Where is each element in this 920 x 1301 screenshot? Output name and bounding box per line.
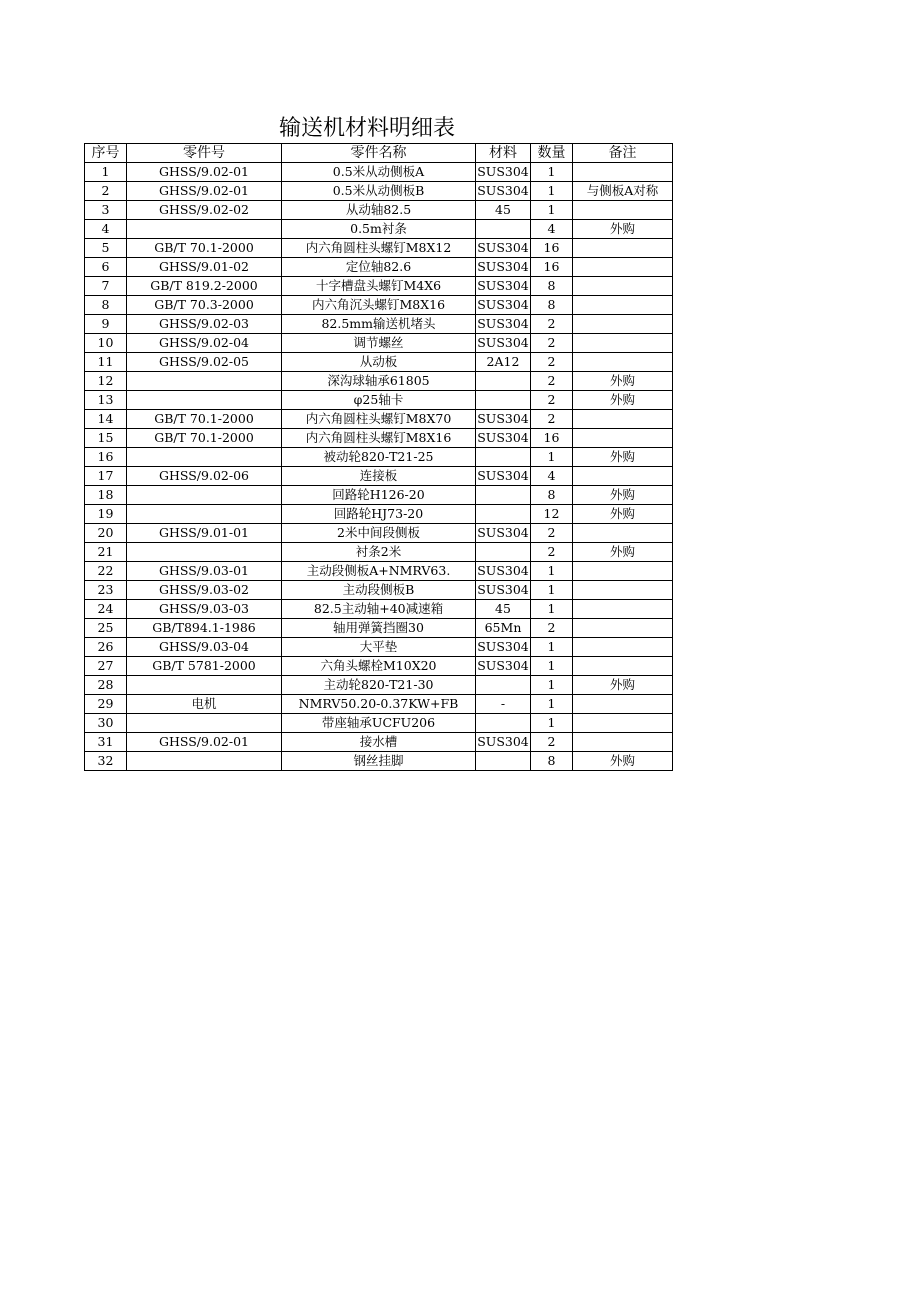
cell-part-name[interactable]: 轴用弹簧挡圈30 (282, 619, 476, 638)
cell-quantity[interactable]: 8 (531, 752, 573, 771)
sheet-title: 输送机材料明细表 (279, 116, 456, 141)
cell-quantity[interactable]: 2 (531, 410, 573, 429)
cell-part-no[interactable]: GHSS/9.03-01 (127, 562, 282, 581)
cell-seq[interactable]: 3 (85, 201, 127, 220)
cell-seq[interactable]: 26 (85, 638, 127, 657)
cell-part-no[interactable] (127, 543, 282, 562)
cell-remark[interactable]: 外购 (573, 752, 673, 771)
cell-material[interactable]: SUS304 (476, 429, 531, 448)
cell-remark[interactable] (573, 619, 673, 638)
cell-material[interactable]: 45 (476, 600, 531, 619)
table-row (85, 315, 673, 334)
cell-material[interactable]: 65Mn (476, 619, 531, 638)
cell-seq[interactable]: 22 (85, 562, 127, 581)
cell-part-name[interactable]: 大平垫 (282, 638, 476, 657)
table-row (85, 353, 673, 372)
table-row (85, 201, 673, 220)
table-row (85, 258, 673, 277)
table-row (85, 277, 673, 296)
cell-material[interactable]: SUS304 (476, 657, 531, 676)
table-row (85, 600, 673, 619)
table-row (85, 220, 673, 239)
cell-quantity[interactable]: 1 (531, 695, 573, 714)
cell-quantity[interactable]: 8 (531, 277, 573, 296)
cell-remark[interactable] (573, 296, 673, 315)
cell-quantity[interactable]: 16 (531, 239, 573, 258)
cell-quantity[interactable]: 12 (531, 505, 573, 524)
cell-seq[interactable]: 25 (85, 619, 127, 638)
cell-remark[interactable] (573, 258, 673, 277)
cell-remark[interactable] (573, 429, 673, 448)
cell-quantity[interactable]: 2 (531, 391, 573, 410)
cell-material[interactable]: SUS304 (476, 524, 531, 543)
cell-part-no[interactable]: GHSS/9.03-03 (127, 600, 282, 619)
table-row (85, 391, 673, 410)
cell-seq[interactable]: 15 (85, 429, 127, 448)
cell-seq[interactable]: 13 (85, 391, 127, 410)
cell-remark[interactable]: 外购 (573, 372, 673, 391)
cell-quantity[interactable]: 1 (531, 638, 573, 657)
header-cell-part-no[interactable]: 零件号 (127, 144, 282, 163)
cell-quantity[interactable]: 1 (531, 448, 573, 467)
cell-part-name[interactable]: 内六角圆柱头螺钉M8X12 (282, 239, 476, 258)
cell-material[interactable]: SUS304 (476, 410, 531, 429)
cell-part-no[interactable]: GHSS/9.01-01 (127, 524, 282, 543)
table-row (85, 182, 673, 201)
cell-quantity[interactable]: 1 (531, 182, 573, 201)
cell-part-name[interactable]: 主动段侧板A+NMRV63. (282, 562, 476, 581)
header-cell-seq[interactable]: 序号 (85, 144, 127, 163)
cell-seq[interactable]: 17 (85, 467, 127, 486)
table-row (85, 752, 673, 771)
cell-part-no[interactable]: GHSS/9.03-02 (127, 581, 282, 600)
cell-remark[interactable] (573, 581, 673, 600)
cell-seq[interactable]: 14 (85, 410, 127, 429)
cell-part-no[interactable] (127, 752, 282, 771)
cell-part-name[interactable]: 主动轮820-T21-30 (282, 676, 476, 695)
cell-remark[interactable] (573, 353, 673, 372)
cell-part-name[interactable]: 从动板 (282, 353, 476, 372)
cell-material[interactable]: SUS304 (476, 182, 531, 201)
cell-seq[interactable]: 24 (85, 600, 127, 619)
cell-remark[interactable] (573, 714, 673, 733)
cell-part-no[interactable] (127, 372, 282, 391)
table-row (85, 410, 673, 429)
cell-part-name[interactable]: 0.5m衬条 (282, 220, 476, 239)
cell-part-no[interactable]: GHSS/9.02-01 (127, 182, 282, 201)
cell-part-no[interactable]: 电机 (127, 695, 282, 714)
cell-part-no[interactable]: GB/T 70.3-2000 (127, 296, 282, 315)
cell-material[interactable]: SUS304 (476, 467, 531, 486)
cell-seq[interactable]: 12 (85, 372, 127, 391)
cell-part-name[interactable]: 连接板 (282, 467, 476, 486)
table-row (85, 581, 673, 600)
cell-part-name[interactable]: 从动轴82.5 (282, 201, 476, 220)
cell-material[interactable]: SUS304 (476, 296, 531, 315)
table-row (85, 239, 673, 258)
cell-part-no[interactable]: GB/T 70.1-2000 (127, 239, 282, 258)
cell-material[interactable] (476, 714, 531, 733)
cell-part-no[interactable]: GHSS/9.01-02 (127, 258, 282, 277)
cell-part-no[interactable] (127, 505, 282, 524)
cell-remark[interactable]: 外购 (573, 543, 673, 562)
cell-material[interactable]: SUS304 (476, 277, 531, 296)
cell-part-no[interactable]: GHSS/9.03-04 (127, 638, 282, 657)
cell-material[interactable]: SUS304 (476, 733, 531, 752)
cell-remark[interactable] (573, 733, 673, 752)
header-cell-part-name[interactable]: 零件名称 (282, 144, 476, 163)
cell-material[interactable]: SUS304 (476, 315, 531, 334)
cell-quantity[interactable]: 2 (531, 372, 573, 391)
cell-part-name[interactable]: 内六角沉头螺钉M8X16 (282, 296, 476, 315)
cell-part-name[interactable]: 调节螺丝 (282, 334, 476, 353)
cell-seq[interactable]: 5 (85, 239, 127, 258)
cell-remark[interactable] (573, 315, 673, 334)
cell-part-name[interactable]: 接水槽 (282, 733, 476, 752)
cell-material[interactable] (476, 676, 531, 695)
cell-quantity[interactable]: 8 (531, 486, 573, 505)
cell-material[interactable]: SUS304 (476, 334, 531, 353)
cell-seq[interactable]: 27 (85, 657, 127, 676)
cell-part-no[interactable] (127, 676, 282, 695)
cell-remark[interactable] (573, 657, 673, 676)
cell-part-name[interactable]: 六角头螺栓M10X20 (282, 657, 476, 676)
cell-part-name[interactable]: 0.5米从动侧板B (282, 182, 476, 201)
cell-seq[interactable]: 23 (85, 581, 127, 600)
cell-remark[interactable] (573, 334, 673, 353)
cell-part-name[interactable]: 定位轴82.6 (282, 258, 476, 277)
cell-quantity[interactable]: 1 (531, 657, 573, 676)
cell-quantity[interactable]: 2 (531, 334, 573, 353)
cell-quantity[interactable]: 2 (531, 733, 573, 752)
cell-remark[interactable] (573, 562, 673, 581)
table-row (85, 372, 673, 391)
cell-remark[interactable]: 外购 (573, 486, 673, 505)
cell-material[interactable]: SUS304 (476, 638, 531, 657)
cell-quantity[interactable]: 1 (531, 581, 573, 600)
header-cell-material[interactable]: 材料 (476, 144, 531, 163)
cell-part-no[interactable]: GHSS/9.02-03 (127, 315, 282, 334)
cell-part-name[interactable]: 回路轮H126-20 (282, 486, 476, 505)
cell-seq[interactable]: 21 (85, 543, 127, 562)
cell-remark[interactable] (573, 239, 673, 258)
table-row (85, 467, 673, 486)
table-row (85, 429, 673, 448)
cell-seq[interactable]: 11 (85, 353, 127, 372)
table-row (85, 676, 673, 695)
cell-part-no[interactable]: GHSS/9.02-01 (127, 733, 282, 752)
cell-remark[interactable]: 外购 (573, 220, 673, 239)
table-row (85, 695, 673, 714)
table-row (85, 448, 673, 467)
cell-part-name[interactable]: 0.5米从动侧板A (282, 163, 476, 182)
cell-quantity[interactable]: 1 (531, 676, 573, 695)
cell-part-name[interactable]: 衬条2米 (282, 543, 476, 562)
cell-remark[interactable] (573, 638, 673, 657)
cell-seq[interactable]: 8 (85, 296, 127, 315)
cell-material[interactable]: SUS304 (476, 258, 531, 277)
cell-part-no[interactable] (127, 448, 282, 467)
table-row (85, 714, 673, 733)
cell-material[interactable] (476, 220, 531, 239)
cell-quantity[interactable]: 2 (531, 353, 573, 372)
cell-part-name[interactable]: 82.5主动轴+40减速箱 (282, 600, 476, 619)
cell-seq[interactable]: 32 (85, 752, 127, 771)
cell-part-no[interactable]: GB/T 819.2-2000 (127, 277, 282, 296)
cell-seq[interactable]: 4 (85, 220, 127, 239)
cell-seq[interactable]: 1 (85, 163, 127, 182)
cell-part-name[interactable]: 十字槽盘头螺钉M4X6 (282, 277, 476, 296)
cell-remark[interactable]: 外购 (573, 391, 673, 410)
cell-quantity[interactable]: 16 (531, 429, 573, 448)
cell-remark[interactable]: 与侧板A对称 (573, 182, 673, 201)
cell-part-no[interactable]: GB/T 70.1-2000 (127, 410, 282, 429)
cell-seq[interactable]: 18 (85, 486, 127, 505)
header-cell-remark[interactable]: 备注 (573, 144, 673, 163)
cell-remark[interactable] (573, 695, 673, 714)
table-row (85, 562, 673, 581)
cell-part-name[interactable]: NMRV50.20-0.37KW+FB (282, 695, 476, 714)
cell-seq[interactable]: 9 (85, 315, 127, 334)
cell-material[interactable]: SUS304 (476, 163, 531, 182)
cell-seq[interactable]: 28 (85, 676, 127, 695)
header-cell-quantity[interactable]: 数量 (531, 144, 573, 163)
cell-material[interactable] (476, 752, 531, 771)
cell-seq[interactable]: 7 (85, 277, 127, 296)
cell-material[interactable] (476, 486, 531, 505)
cell-material[interactable] (476, 505, 531, 524)
cell-remark[interactable] (573, 410, 673, 429)
cell-part-name[interactable]: 钢丝挂脚 (282, 752, 476, 771)
cell-material[interactable] (476, 391, 531, 410)
cell-material[interactable]: SUS304 (476, 581, 531, 600)
table-row (85, 733, 673, 752)
cell-material[interactable] (476, 543, 531, 562)
table-row (85, 524, 673, 543)
cell-quantity[interactable]: 4 (531, 220, 573, 239)
cell-part-name[interactable]: 内六角圆柱头螺钉M8X70 (282, 410, 476, 429)
cell-remark[interactable] (573, 201, 673, 220)
cell-part-no[interactable] (127, 714, 282, 733)
cell-part-no[interactable] (127, 391, 282, 410)
cell-quantity[interactable]: 1 (531, 714, 573, 733)
cell-remark[interactable]: 外购 (573, 676, 673, 695)
cell-quantity[interactable]: 2 (531, 315, 573, 334)
cell-quantity[interactable]: 1 (531, 562, 573, 581)
cell-quantity[interactable]: 8 (531, 296, 573, 315)
cell-material[interactable] (476, 372, 531, 391)
cell-quantity[interactable]: 2 (531, 619, 573, 638)
cell-remark[interactable] (573, 277, 673, 296)
cell-part-no[interactable] (127, 220, 282, 239)
table-row (85, 163, 673, 182)
cell-seq[interactable]: 19 (85, 505, 127, 524)
cell-quantity[interactable]: 2 (531, 524, 573, 543)
cell-remark[interactable] (573, 600, 673, 619)
cell-seq[interactable]: 2 (85, 182, 127, 201)
cell-quantity[interactable]: 1 (531, 163, 573, 182)
cell-material[interactable] (476, 448, 531, 467)
cell-material[interactable]: 45 (476, 201, 531, 220)
table-row (85, 657, 673, 676)
cell-seq[interactable]: 6 (85, 258, 127, 277)
cell-quantity[interactable]: 1 (531, 201, 573, 220)
cell-part-name[interactable]: 带座轴承UCFU206 (282, 714, 476, 733)
cell-part-name[interactable]: 回路轮HJ73-20 (282, 505, 476, 524)
cell-quantity[interactable]: 2 (531, 543, 573, 562)
cell-part-no[interactable]: GHSS/9.02-05 (127, 353, 282, 372)
bill-of-materials-table (84, 143, 673, 771)
cell-seq[interactable]: 31 (85, 733, 127, 752)
cell-remark[interactable]: 外购 (573, 448, 673, 467)
cell-part-name[interactable]: 82.5mm输送机堵头 (282, 315, 476, 334)
cell-part-no[interactable]: GHSS/9.02-06 (127, 467, 282, 486)
table-row (85, 296, 673, 315)
table-row (85, 486, 673, 505)
cell-part-no[interactable] (127, 486, 282, 505)
cell-remark[interactable] (573, 467, 673, 486)
cell-material[interactable]: 2A12 (476, 353, 531, 372)
cell-remark[interactable]: 外购 (573, 505, 673, 524)
cell-part-no[interactable]: GHSS/9.02-02 (127, 201, 282, 220)
cell-quantity[interactable]: 1 (531, 600, 573, 619)
table-row (85, 619, 673, 638)
cell-part-no[interactable]: GB/T894.1-1986 (127, 619, 282, 638)
table-row (85, 334, 673, 353)
cell-part-no[interactable]: GB/T 70.1-2000 (127, 429, 282, 448)
cell-seq[interactable]: 16 (85, 448, 127, 467)
cell-part-name[interactable]: 内六角圆柱头螺钉M8X16 (282, 429, 476, 448)
cell-part-name[interactable]: 2米中间段侧板 (282, 524, 476, 543)
table-header-row (85, 144, 673, 163)
cell-part-name[interactable]: φ25轴卡 (282, 391, 476, 410)
table-row (85, 543, 673, 562)
cell-part-name[interactable]: 主动段侧板B (282, 581, 476, 600)
cell-material[interactable]: - (476, 695, 531, 714)
cell-part-name[interactable]: 深沟球轴承61805 (282, 372, 476, 391)
table-row (85, 505, 673, 524)
cell-quantity[interactable]: 16 (531, 258, 573, 277)
cell-material[interactable]: SUS304 (476, 239, 531, 258)
cell-seq[interactable]: 10 (85, 334, 127, 353)
cell-seq[interactable]: 30 (85, 714, 127, 733)
table-body (85, 163, 673, 771)
cell-quantity[interactable]: 4 (531, 467, 573, 486)
cell-material[interactable]: SUS304 (476, 562, 531, 581)
cell-remark[interactable] (573, 524, 673, 543)
cell-part-no[interactable]: GB/T 5781-2000 (127, 657, 282, 676)
cell-remark[interactable] (573, 163, 673, 182)
cell-part-no[interactable]: GHSS/9.02-04 (127, 334, 282, 353)
cell-part-no[interactable]: GHSS/9.02-01 (127, 163, 282, 182)
cell-seq[interactable]: 20 (85, 524, 127, 543)
table-row (85, 638, 673, 657)
cell-part-name[interactable]: 被动轮820-T21-25 (282, 448, 476, 467)
cell-seq[interactable]: 29 (85, 695, 127, 714)
